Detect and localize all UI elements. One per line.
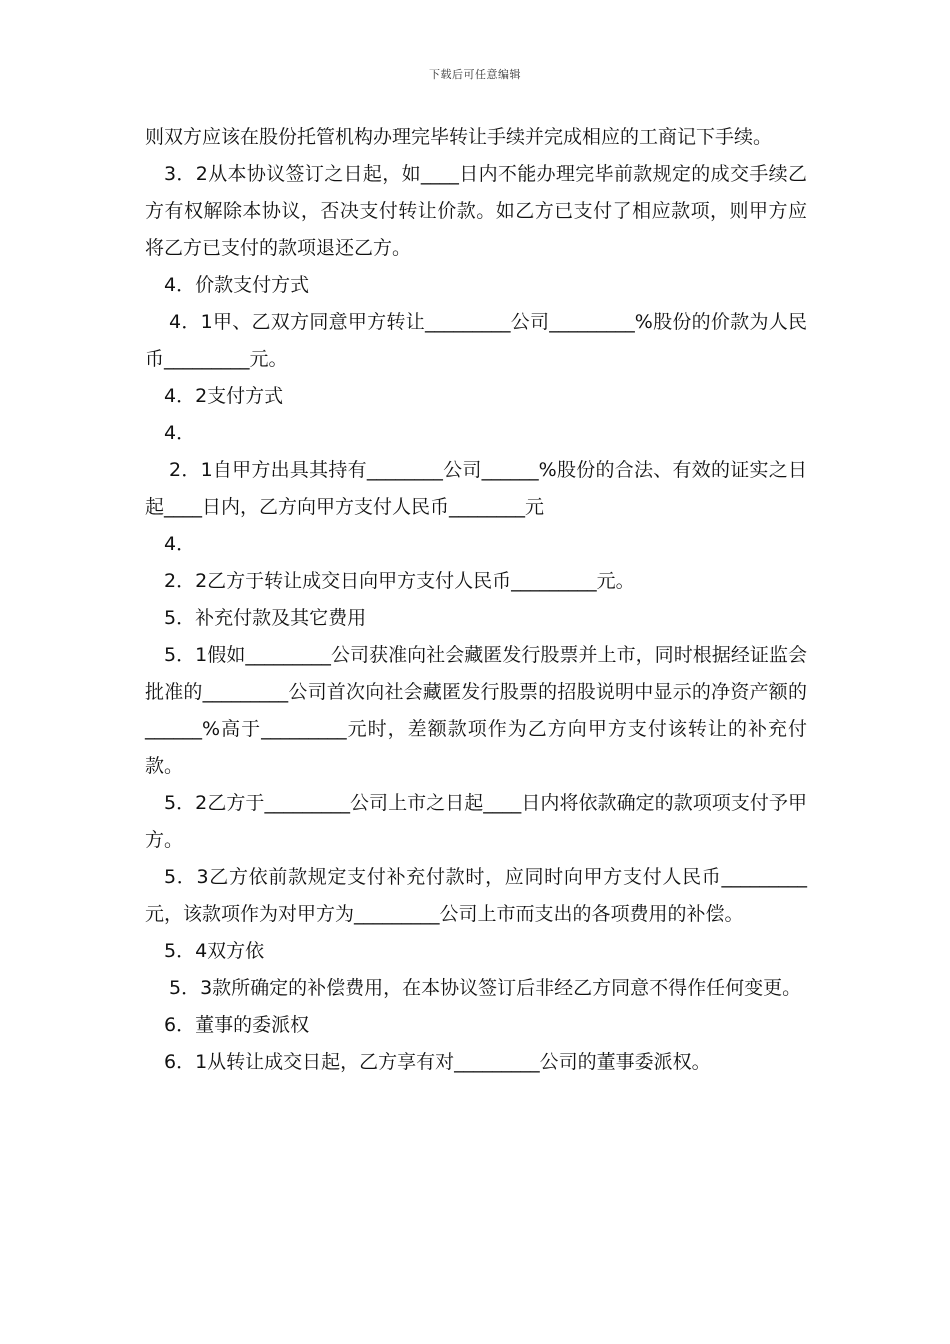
- paragraph-16: 6．董事的委派权: [164, 1014, 310, 1036]
- paragraph-15: 5．3款所确定的补偿费用，在本协议签订后非经乙方同意不得作任何变更。: [169, 977, 802, 999]
- paragraph-3: 4．价款支付方式: [164, 274, 310, 296]
- page-header: 下载后可任意编辑: [429, 68, 521, 81]
- document-body: [145, 119, 807, 1081]
- paragraph-17: 6．1从转让成交日起，乙方享有对_________公司的董事委派权。: [164, 1051, 711, 1073]
- paragraph-1: 则双方应该在股份托管机构办理完毕转让手续并完成相应的工商记下手续。: [145, 126, 773, 148]
- paragraph-11: 5．1假如_________公司获准向社会藏匿发行股票并上市，同时根据经证监会批准的_________公司首次向社会藏匿发行股票的招股说明中显示的净资产额的______%高于_________元时，差额款项作为乙方向甲方支付该转让的补充付款。: [145, 644, 807, 777]
- paragraph-12: 5．2乙方于_________公司上市之日起____日内将依款确定的款项项支付予甲方。: [145, 792, 807, 851]
- paragraph-5: 4．2支付方式: [164, 385, 284, 407]
- paragraph-2: 3．2从本协议签订之日起，如____日内不能办理完毕前款规定的成交手续乙方有权解除本协议，否决支付转让价款。如乙方已支付了相应款项，则甲方应将乙方已支付的款项退还乙方。: [145, 163, 807, 259]
- paragraph-9: 2．2乙方于转让成交日向甲方支付人民币_________元。: [164, 570, 635, 592]
- paragraph-8: 4．: [164, 533, 196, 555]
- paragraph-14: 5．4双方依: [164, 940, 265, 962]
- paragraph-4: 4．1甲、乙双方同意甲方转让_________公司_________%股份的价款为人民币_________元。: [145, 311, 807, 370]
- paragraph-10: 5．补充付款及其它费用: [164, 607, 367, 629]
- paragraph-13: 5．3乙方依前款规定支付补充付款时，应同时向甲方支付人民币_________元，该款项作为对甲方为_________公司上市而支出的各项费用的补偿。: [145, 866, 807, 925]
- paragraph-7: 2．1自甲方出具其持有________公司______%股份的合法、有效的证实之日起____日内，乙方向甲方支付人民币________元: [145, 459, 807, 518]
- paragraph-6: 4．: [164, 422, 196, 444]
